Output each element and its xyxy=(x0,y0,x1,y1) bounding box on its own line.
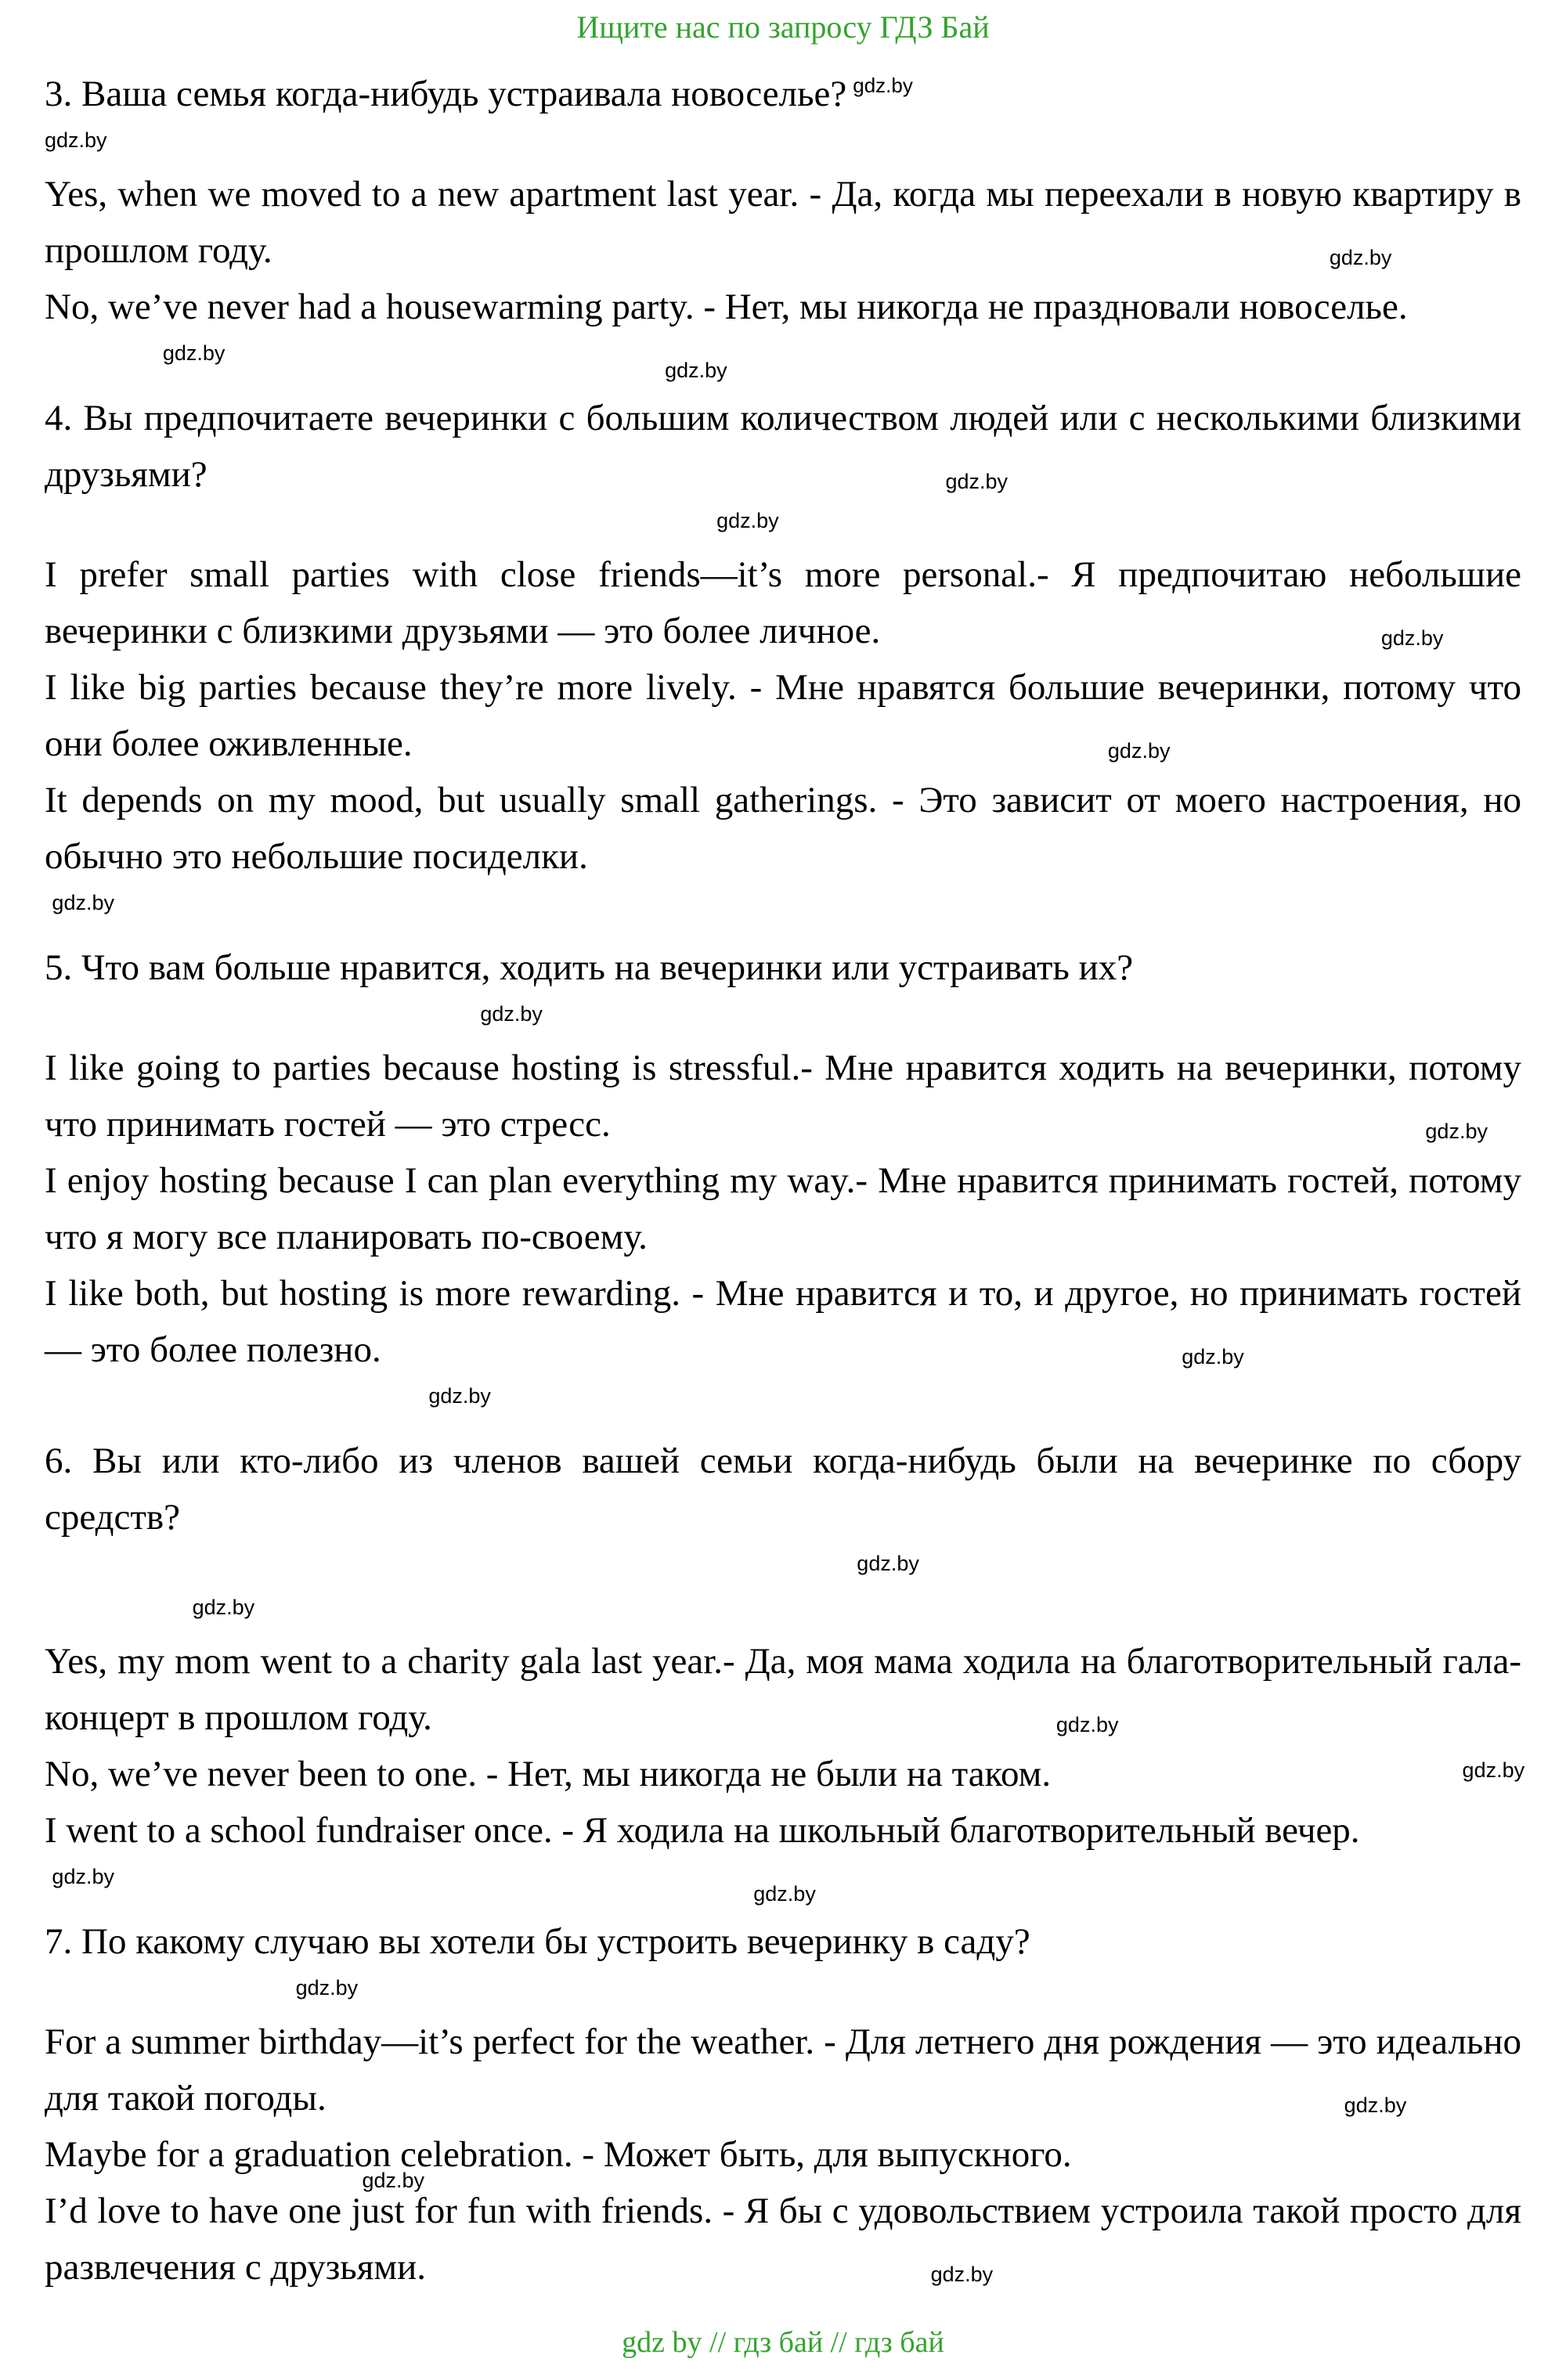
gdzby-watermark: gdz.by xyxy=(857,1552,919,1575)
paragraph-text: I’d love to have one just for fun with friends. - Я бы с удовольствием устроила такой просто для развлечения с друзьями. xyxy=(45,2191,1521,2288)
watermark-row xyxy=(45,996,1521,1040)
gdzby-watermark: gdz.by xyxy=(930,2263,994,2286)
answer-paragraph xyxy=(45,1802,1521,1906)
gdzby-watermark: gdz.by xyxy=(52,891,114,914)
question-paragraph xyxy=(45,66,1521,122)
paragraph-text: I like both, but hosting is more rewarding. - Мне нравится и то, и другое, но принимать гостей — это более полезно. xyxy=(45,1273,1521,1370)
watermark-row xyxy=(45,1859,1521,1902)
answer-paragraph xyxy=(45,2169,1521,2295)
answer-paragraph xyxy=(45,2014,1521,2126)
site-banner: Ищите нас по запросу ГДЗ Бай xyxy=(576,9,990,45)
watermark-row xyxy=(45,335,1521,379)
paragraph-text: 3. Ваша семья когда-нибудь устраивала новоселье? xyxy=(45,74,847,114)
paragraph-text: 4. Вы предпочитаете вечеринки с большим количеством людей или с несколькими близкими друзьями? xyxy=(45,398,1521,495)
watermark-row xyxy=(45,1589,1521,1633)
paragraph-text: Maybe for a graduation celebration. - Может быть, для выпускного. xyxy=(45,2134,1072,2175)
question-paragraph xyxy=(45,1433,1521,1545)
watermark-row xyxy=(45,1545,1521,1589)
answer-paragraph xyxy=(45,2126,1521,2183)
gdzby-watermark: gdz.by xyxy=(362,2169,425,2192)
answer-paragraph xyxy=(45,772,1521,885)
paragraph-text: 5. Что вам больше нравится, ходить на вечеринки или устраивать их? xyxy=(45,947,1134,988)
answer-paragraph xyxy=(45,1633,1521,1746)
paragraph-text: I like going to parties because hosting is stressful.- Мне нравится ходить на вечеринки, потому что принимать гостей — это стресс. xyxy=(45,1048,1521,1145)
watermark-row xyxy=(45,122,1521,166)
footer-links: gdz by // гдз бай // гдз бай xyxy=(622,2326,944,2359)
watermark-row xyxy=(45,1378,1521,1422)
paragraph-text: Yes, when we moved to a new apartment last year. - Да, когда мы переехали в новую квартиру в прошлом году. xyxy=(45,174,1521,271)
gdzby-watermark: gdz.by xyxy=(52,1865,114,1888)
paragraph-text: For a summer birthday—it’s perfect for the weather. - Для летнего дня рождения — это идеально для такой погоды. xyxy=(45,2021,1521,2119)
gdzby-watermark: gdz.by xyxy=(945,470,1009,493)
document-content xyxy=(45,66,1525,2295)
gdzby-watermark: gdz.by xyxy=(1329,246,1392,269)
paragraph-text: No, we’ve never had a housewarming party. - Нет, мы никогда не праздновали новоселье. xyxy=(45,287,1408,327)
gdzby-watermark: gdz.by xyxy=(1425,1120,1488,1143)
gdzby-watermark: gdz.by xyxy=(716,509,779,532)
answer-paragraph xyxy=(45,1746,1525,1802)
watermark-row xyxy=(45,1970,1521,2014)
gdzby-watermark: gdz.by xyxy=(853,74,913,98)
gdzby-watermark: gdz.by xyxy=(665,359,727,382)
paragraph-text: I like big parties because they’re more lively. - Мне нравятся большие вечеринки, потому что они более оживленные. xyxy=(45,667,1521,764)
question-paragraph xyxy=(45,390,1521,503)
gdzby-watermark: gdz.by xyxy=(295,1976,359,2000)
gdzby-watermark: gdz.by xyxy=(162,341,226,365)
gdzby-watermark: gdz.by xyxy=(1055,1713,1119,1736)
paragraph-text: I prefer small parties with close friends—it’s more personal.- Я предпочитаю небольшие вечеринки с близкими друзьями — это более личное. xyxy=(45,554,1521,651)
answer-paragraph xyxy=(45,1152,1521,1265)
gdzby-watermark: gdz.by xyxy=(1182,1345,1244,1368)
question-paragraph xyxy=(45,1913,1521,1970)
paragraph-text: It depends on my mood, but usually small gatherings. - Это зависит от моего настроения, но обычно это небольшие посиделки. xyxy=(45,780,1521,877)
paragraph-text: Yes, my mom went to a charity gala last year.- Да, моя мама ходила на благотворительный гала-концерт в прошлом году. xyxy=(45,1641,1521,1738)
paragraph-text: No, we’ve never been to one. - Нет, мы никогда не были на таком. xyxy=(45,1754,1052,1794)
gdzby-watermark: gdz.by xyxy=(753,1882,816,1906)
answer-paragraph xyxy=(45,659,1521,772)
paragraph-text: 7. По какому случаю вы хотели бы устроить вечеринку в саду? xyxy=(45,1921,1030,1962)
gdzby-watermark: gdz.by xyxy=(1344,2093,1407,2117)
answer-paragraph xyxy=(45,1265,1521,1378)
watermark-row xyxy=(45,885,1521,929)
paragraph-text: 6. Вы или кто-либо из членов вашей семьи когда-нибудь были на вечеринке по сбору средств? xyxy=(45,1441,1521,1538)
gdzby-watermark: gdz.by xyxy=(45,128,107,152)
gdzby-watermark: gdz.by xyxy=(480,1002,543,1026)
answer-paragraph xyxy=(45,1040,1521,1152)
paragraph-text: I enjoy hosting because I can plan everything my way.- Мне нравится принимать гостей, потому что я могу все планировать по-своему. xyxy=(45,1160,1521,1257)
watermark-row xyxy=(45,503,1521,546)
gdzby-watermark: gdz.by xyxy=(192,1596,255,1619)
paragraph-text: I went to a school fundraiser once. - Я ходила на школьный благотворительный вечер. xyxy=(45,1810,1360,1851)
answer-paragraph xyxy=(45,279,1521,382)
answer-paragraph xyxy=(45,546,1521,659)
question-paragraph xyxy=(45,939,1521,996)
gdzby-watermark: gdz.by xyxy=(1380,626,1444,650)
gdzby-watermark: gdz.by xyxy=(1462,1758,1525,1782)
gdzby-watermark: gdz.by xyxy=(428,1384,491,1408)
answer-paragraph xyxy=(45,166,1521,279)
gdzby-watermark: gdz.by xyxy=(1107,739,1171,763)
